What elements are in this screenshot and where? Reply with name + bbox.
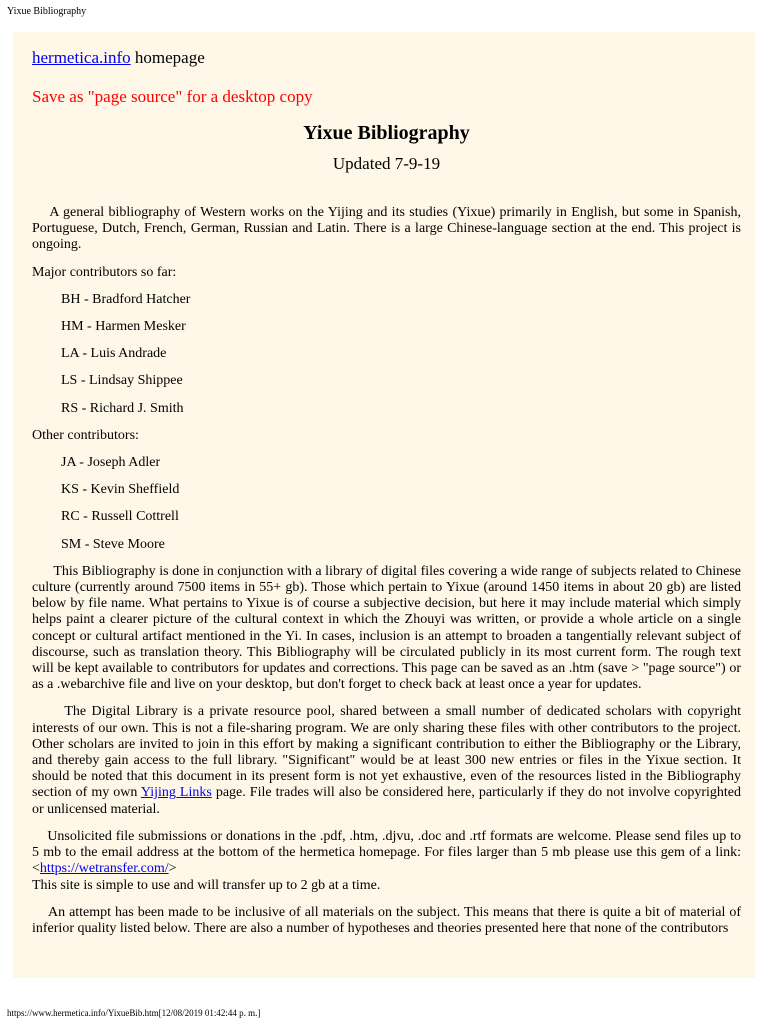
submissions-text: Unsolicited file submissions or donations in the .pdf, .htm, .djvu, .doc and .rtf formats are welcome. Please send files up to 5 mb to the email address at the bottom of the hermetica homepage. For files larger than 5 mb please use this gem of a link:< xyxy=(32,828,741,877)
contributor-ks: KS - Kevin Sheffield xyxy=(61,482,180,498)
print-header-title: Yixue Bibliography xyxy=(7,6,87,17)
body-text xyxy=(32,205,741,937)
inclusive-paragraph: An attempt has been made to be inclusive of all materials on the subject. This means that there is quite a bit of material of inferior quality listed below. There are also a number of hypotheses and theories presented here that none of the contributors xyxy=(32,904,741,936)
contributor-rc: RC - Russell Cottrell xyxy=(61,509,179,525)
digital-library-text: The Digital Library is a private resource pool, shared between a small number of dedicated scholars with copyright interests of our own. This is not a file-sharing program. We are only sharing these files with other contributors to the project. Other scholars are invited to join in this effort by making a significant contribution to either the Bibliography or the Library, and thereby gain access to the full library. "Significant" would be at least 300 new entries or files in the Yixue section. It should be noted that this document in its present form is not yet exhaustive, even of the resources listed in the Bibliography section of my own xyxy=(32,704,741,801)
save-as-note: Save as "page source" for a desktop copy xyxy=(32,87,313,106)
contributor-rs: RS - Richard J. Smith xyxy=(61,400,184,416)
submissions-link-close: > xyxy=(168,861,177,877)
updated-date: Updated 7-9-19 xyxy=(332,154,441,173)
print-footer-url: https://www.hermetica.info/YixueBib.htm[12/08/2019 01:42:44 p. m.] xyxy=(7,1008,261,1018)
contributor-ls: LS - Lindsay Shippee xyxy=(61,373,183,389)
submissions-paragraph xyxy=(32,829,741,894)
page-content-panel xyxy=(13,32,755,978)
submissions-text-line2: This site is simple to use and will transfer up to 2 gb at a time. xyxy=(32,877,381,893)
intro-paragraph: A general bibliography of Western works on the Yijing and its studies (Yixue) primarily in English, but some in Spanish, Portuguese, Dutch, French, German, Russian and Latin. There is a large Chinese-language section at the end. This project is ongoing. xyxy=(32,205,741,253)
wetransfer-link[interactable]: https://wetransfer.com/ xyxy=(39,861,169,877)
hermetica-home-link[interactable]: hermetica.info xyxy=(32,48,131,67)
major-contributors-heading: Major contributors so far: xyxy=(32,264,177,280)
contributor-ja: JA - Joseph Adler xyxy=(61,455,161,471)
other-contributors-heading: Other contributors: xyxy=(32,427,139,443)
yijing-links-link[interactable]: Yijing Links xyxy=(140,785,212,801)
library-paragraph: This Bibliography is done in conjunction with a library of digital files covering a wide range of subjects related to Chinese culture (currently around 7500 items in 55+ gb). Those which pertain to Yixue (around 1450 items in about 20 gb) are listed below by file name. What pertains to Yixue is of course a subjective decision, but here it may include material which simply helps paint a clearer picture of the cultural context in which the Zhouyi was written, or provide a whole article on a single concept or cultural artifact mentioned in the Yi. In cases, inclusion is an attempt to broaden a tangentially relevant subject of discourse, such as translation theory. This Bibliography will be circulated publicly in its most current form. The rough text will be kept available to contributors for updates and corrections. This page can be saved as an .htm (save > "page source") or as a .webarchive file and live on your desktop, but don't forget to check back at least once a year for updates. xyxy=(32,563,741,693)
contributor-la: LA - Luis Andrade xyxy=(61,346,167,362)
homepage-label: homepage xyxy=(130,48,205,67)
digital-library-paragraph xyxy=(32,704,741,817)
page-title: Yixue Bibliography xyxy=(303,122,470,144)
homepage-nav xyxy=(32,48,741,68)
page-content xyxy=(32,48,741,937)
digital-library-text-end: page. File trades will also be considered here, particularly if they do not involve copyrighted or unlicensed material. xyxy=(32,785,741,817)
contributor-sm: SM - Steve Moore xyxy=(61,536,165,552)
contributor-hm: HM - Harmen Mesker xyxy=(61,319,186,335)
contributor-bh: BH - Bradford Hatcher xyxy=(61,291,191,307)
